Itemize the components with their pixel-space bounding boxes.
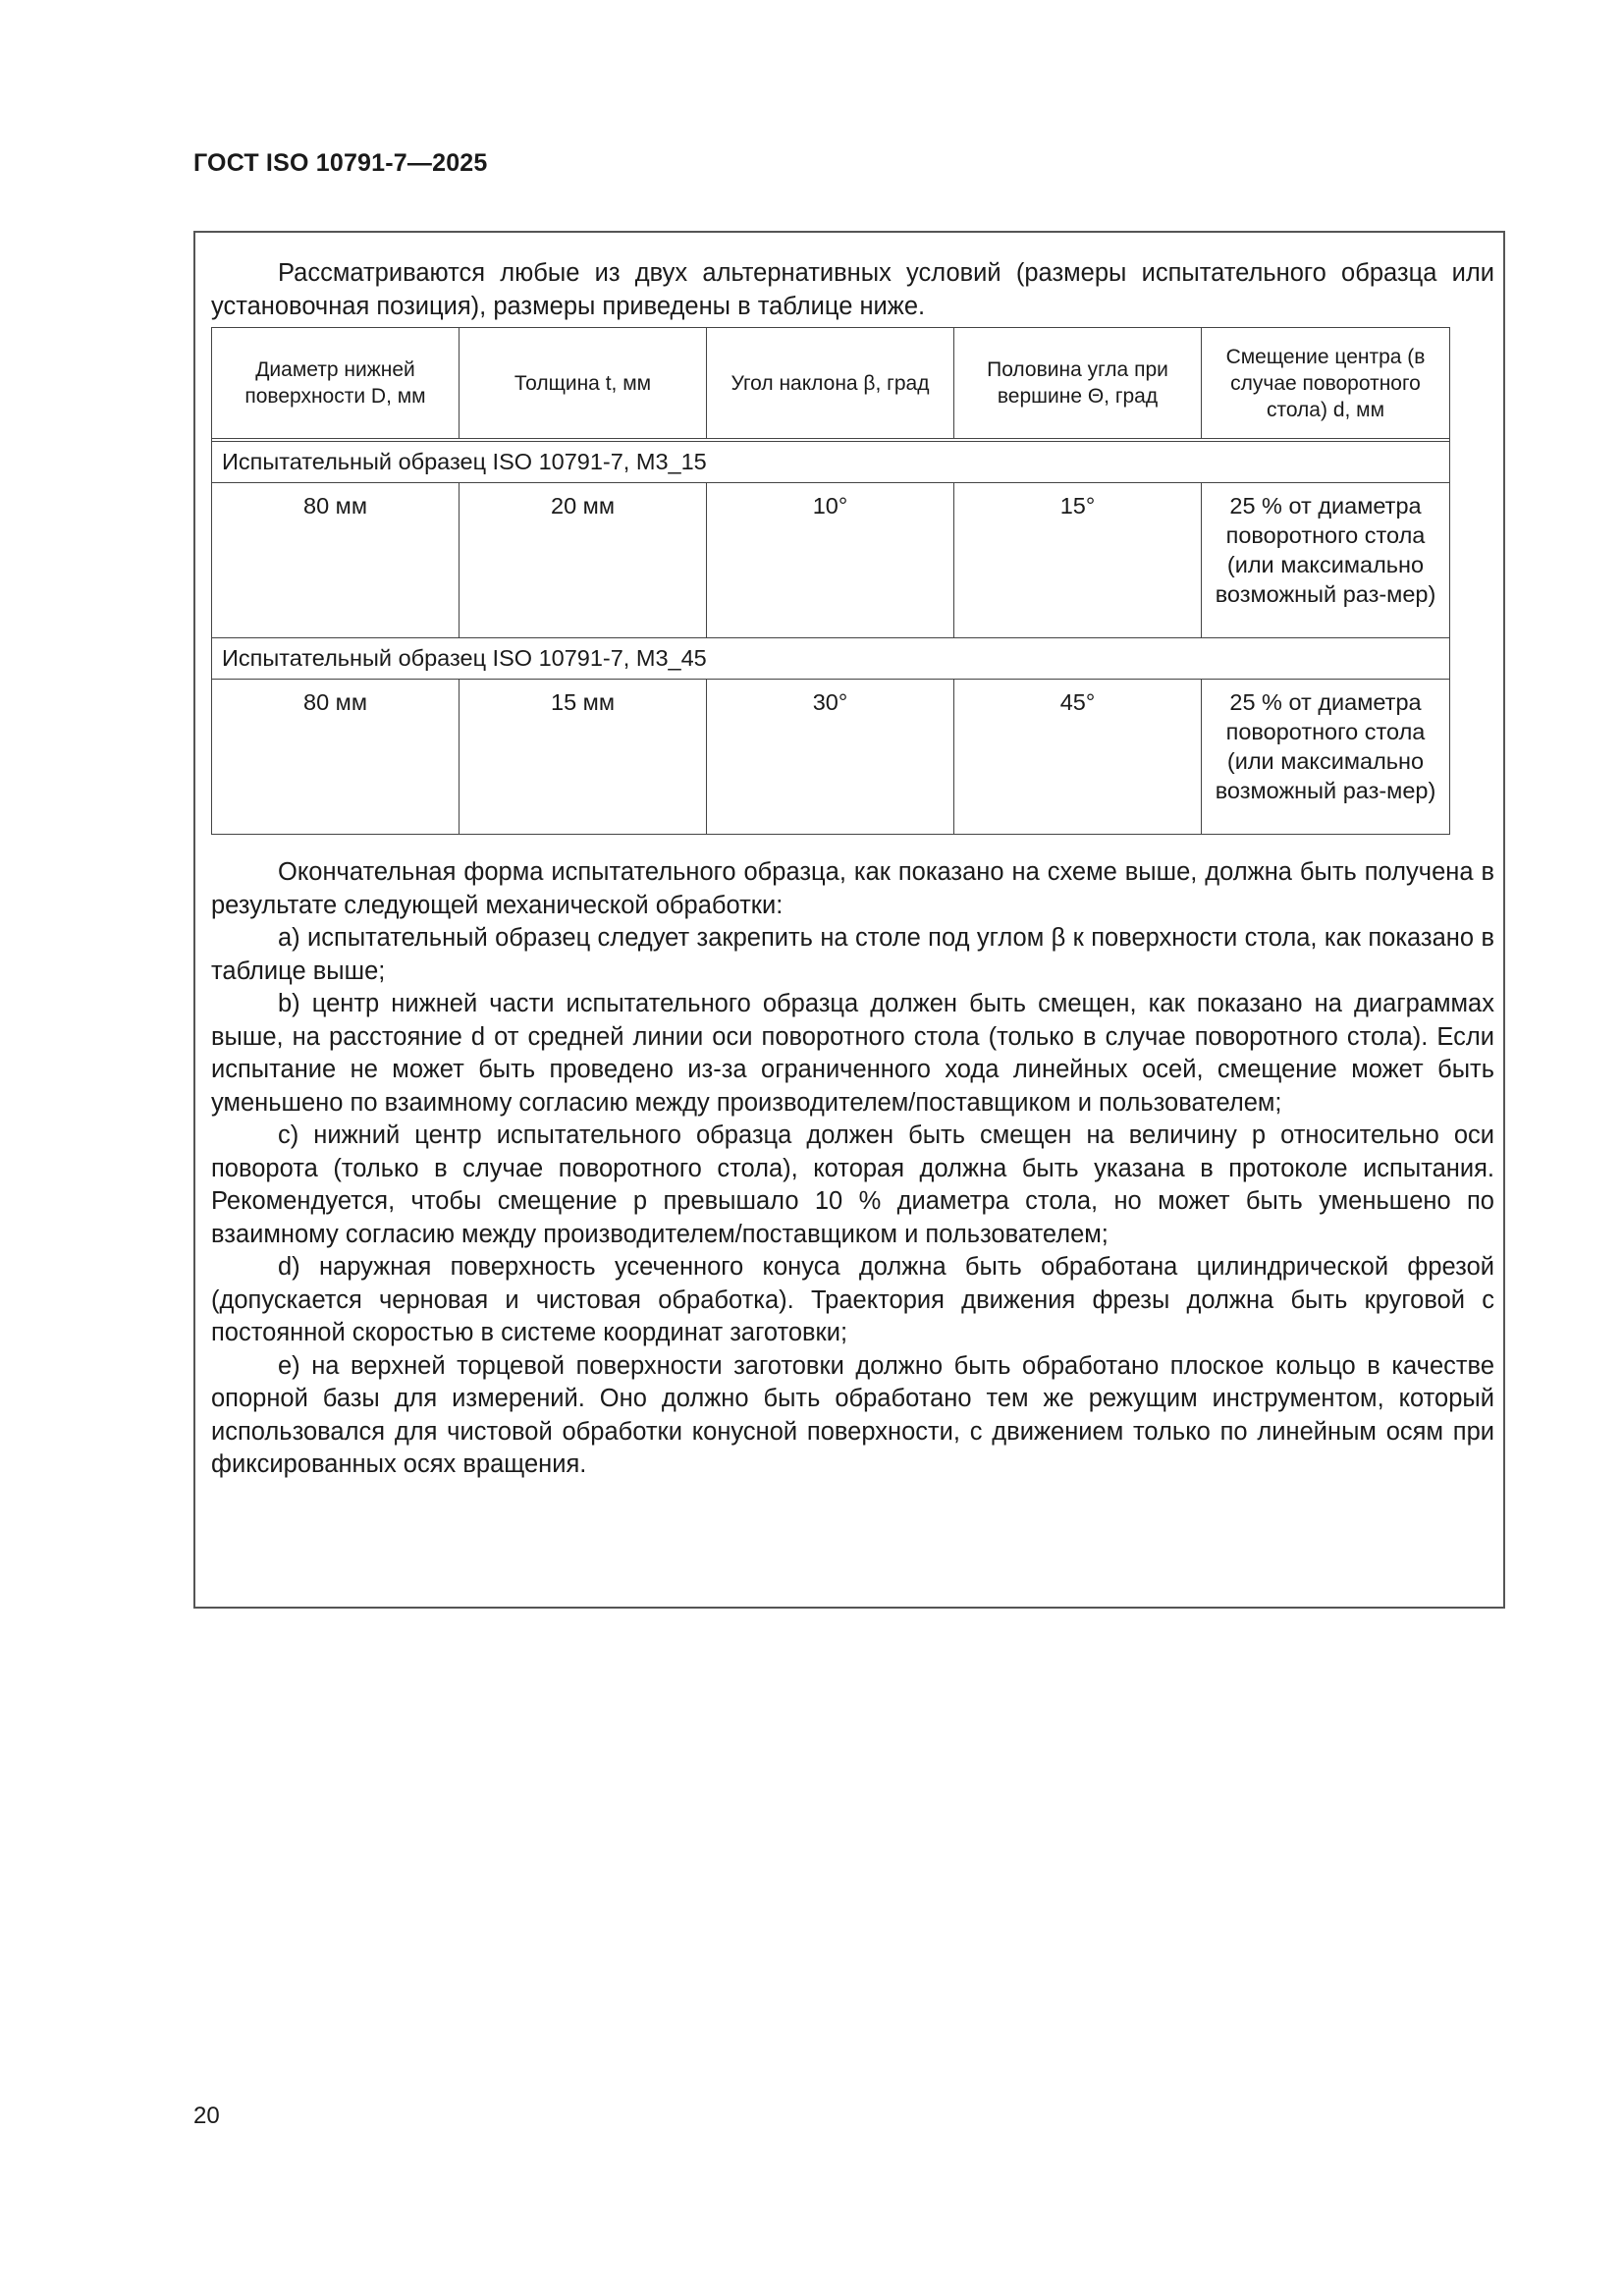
group-title: Испытательный образец ISO 10791-7, M3_15	[212, 442, 1450, 483]
list-item-a: a) испытательный образец следует закрепить на столе под углом β к поверхности стола, как показано в таблице выше;	[211, 924, 1494, 985]
body-paragraph: Окончательная форма испытательного образца, как показано на схеме выше, должна быть получена в результате следующей механической обработки:	[211, 858, 1494, 919]
document-header: ГОСТ ISO 10791-7—2025	[193, 149, 488, 177]
column-header-thickness: Толщина t, мм	[460, 328, 707, 439]
table-row	[212, 680, 1450, 835]
table-cell: 15°	[954, 483, 1202, 638]
dimensions-table	[211, 327, 1450, 835]
list-item-b: b) центр нижней части испытательного образца должен быть смещен, как показано на диаграммах выше, на расстояние d от средней линии оси поворотного стола (только в случае поворотного стола). Если испытание не может быть проведено из-за ограниченного хода линейных осей, смещение может быть уменьшено по взаимному согласию между производителем/поставщиком и пользователем;	[211, 990, 1494, 1117]
group-title: Испытательный образец ISO 10791-7, M3_45	[212, 638, 1450, 680]
dimensions-table-wrapper	[211, 327, 1449, 835]
table-cell: 20 мм	[460, 483, 707, 638]
list-item-c: c) нижний центр испытательного образца должен быть смещен на величину p относительно оси поворота (только в случае поворотного стола), которая должна быть указана в протоколе испытания. Рекомендуется, чтобы смещение p превышало 10 % диаметра стола, но может быть уменьшено по взаимному согласию между производителем/поставщиком и пользователем;	[211, 1121, 1494, 1248]
table-header-row	[212, 328, 1450, 439]
page-content	[211, 257, 1494, 1482]
column-header-tilt-angle: Угол наклона β, град	[707, 328, 954, 439]
table-cell: 25 % от диаметра поворотного стола (или максимально возможный раз-мер)	[1202, 680, 1450, 835]
table-cell: 15 мм	[460, 680, 707, 835]
intro-paragraph: Рассматриваются любые из двух альтернативных условий (размеры испытательного образца или установочная позиция), размеры приведены в таблице ниже.	[211, 259, 1494, 320]
table-cell: 30°	[707, 680, 954, 835]
table-cell: 10°	[707, 483, 954, 638]
list-item-d: d) наружная поверхность усеченного конуса должна быть обработана цилиндрической фрезой (допускается черновая и чистовая обработка). Траектория движения фрезы должна быть круговой с постоянной скоростью в системе координат заготовки;	[211, 1253, 1494, 1346]
table-group-row	[212, 638, 1450, 680]
column-header-diameter: Диаметр нижней поверхности D, мм	[212, 328, 460, 439]
table-cell: 80 мм	[212, 483, 460, 638]
table-row	[212, 483, 1450, 638]
table-cell: 80 мм	[212, 680, 460, 835]
list-item-e: e) на верхней торцевой поверхности заготовки должно быть обработано плоское кольцо в качестве опорной базы для измерений. Оно должно быть обработано тем же режущим инструментом, который использовался для чистовой обработки конусной поверхности, с движением только по линейным осям при фиксированных осях вращения.	[211, 1351, 1494, 1478]
table-cell: 25 % от диаметра поворотного стола (или максимально возможный раз-мер)	[1202, 483, 1450, 638]
page-number: 20	[193, 2103, 220, 2129]
column-header-center-offset: Смещение центра (в случае поворотного стола) d, мм	[1202, 328, 1450, 439]
table-group-row	[212, 442, 1450, 483]
table-cell: 45°	[954, 680, 1202, 835]
column-header-half-angle: Половина угла при вершине Θ, град	[954, 328, 1202, 439]
